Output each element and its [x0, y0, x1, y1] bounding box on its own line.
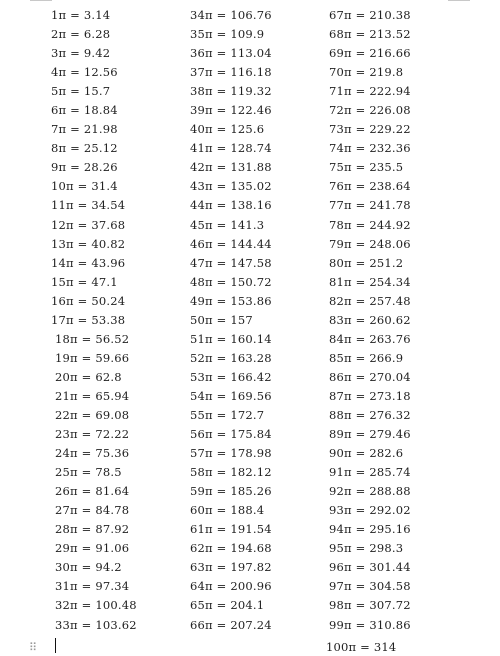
- pi-multiple-entry: 90π = 282.6: [329, 446, 404, 461]
- pi-multiple-entry: 60π = 188.4: [190, 503, 265, 518]
- pi-multiple-entry: 86π = 270.04: [329, 369, 411, 384]
- pi-multiple-entry: 37π = 116.18: [190, 65, 272, 80]
- pi-multiple-entry: 20π = 62.8: [55, 369, 122, 384]
- pi-multiple-entry: 41π = 128.74: [190, 141, 272, 156]
- pi-multiple-entry: 34π = 106.76: [190, 8, 272, 22]
- pi-multiple-entry: 92π = 288.88: [329, 484, 411, 499]
- pi-multiple-entry: 2π = 6.28: [51, 27, 111, 42]
- pi-multiple-entry: 22π = 69.08: [55, 407, 130, 422]
- pi-multiple-entry: 97π = 304.58: [329, 579, 411, 594]
- pi-multiple-entry: 69π = 216.66: [329, 46, 411, 61]
- pi-multiple-entry: 17π = 53.38: [51, 312, 126, 327]
- pi-multiple-entry: 30π = 94.2: [55, 560, 122, 575]
- pi-multiple-entry: 67π = 210.38: [329, 8, 411, 22]
- pi-multiple-entry-last: 100π = 314: [326, 640, 397, 654]
- pi-multiple-entry: 19π = 59.66: [55, 350, 130, 365]
- pi-multiple-entry: 55π = 172.7: [190, 407, 265, 422]
- pi-multiple-entry: 18π = 56.52: [55, 331, 130, 346]
- pi-multiple-entry: 26π = 81.64: [55, 484, 130, 499]
- pi-multiple-entry: 78π = 244.92: [329, 217, 411, 232]
- pi-multiple-entry: 40π = 125.6: [190, 122, 265, 137]
- pi-multiple-entry: 28π = 87.92: [55, 522, 130, 537]
- pi-multiple-entry: 73π = 229.22: [329, 122, 411, 137]
- pi-multiple-entry: 43π = 135.02: [190, 179, 272, 194]
- pi-multiple-entry: 52π = 163.28: [190, 350, 272, 365]
- pi-multiple-entry: 53π = 166.42: [190, 369, 272, 384]
- pi-multiple-entry: 65π = 204.1: [190, 598, 265, 613]
- pi-multiple-entry: 96π = 301.44: [329, 560, 411, 575]
- pi-multiple-entry: 47π = 147.58: [190, 255, 272, 270]
- pi-multiple-entry: 58π = 182.12: [190, 465, 272, 480]
- pi-multiple-entry: 91π = 285.74: [329, 465, 411, 480]
- pi-multiple-entry: 36π = 113.04: [190, 46, 272, 61]
- pi-multiple-entry: 81π = 254.34: [329, 274, 411, 289]
- pi-multiple-entry: 7π = 21.98: [51, 122, 118, 137]
- pi-multiple-entry: 83π = 260.62: [329, 312, 411, 327]
- pi-multiple-entry: 59π = 185.26: [190, 484, 272, 499]
- pi-multiple-entry: 68π = 213.52: [329, 27, 411, 42]
- pi-multiple-entry: 32π = 100.48: [55, 598, 137, 613]
- pi-multiple-entry: 15π = 47.1: [51, 274, 118, 289]
- pi-multiple-entry: 31π = 97.34: [55, 579, 130, 594]
- pi-multiple-entry: 23π = 72.22: [55, 427, 130, 442]
- pi-multiple-entry: 99π = 310.86: [329, 617, 411, 632]
- pi-multiple-entry: 38π = 119.32: [190, 84, 272, 99]
- pi-multiple-entry: 84π = 263.76: [329, 331, 411, 346]
- pi-multiples-column-3: [329, 6, 411, 635]
- pi-multiple-entry: 35π = 109.9: [190, 27, 265, 42]
- page-corner-mark-right: [448, 0, 470, 1]
- pi-multiple-entry: 85π = 266.9: [329, 350, 404, 365]
- pi-multiple-entry: 45π = 141.3: [190, 217, 265, 232]
- pi-multiple-entry: 6π = 18.84: [51, 103, 118, 118]
- pi-multiple-entry: 48π = 150.72: [190, 274, 272, 289]
- pi-multiple-entry: 93π = 292.02: [329, 503, 411, 518]
- pi-multiple-entry: 82π = 257.48: [329, 293, 411, 308]
- editor-bottom-bar: [0, 638, 500, 656]
- pi-multiple-entry: 80π = 251.2: [329, 255, 404, 270]
- pi-multiple-entry: 89π = 279.46: [329, 427, 411, 442]
- pi-multiple-entry: 88π = 276.32: [329, 407, 411, 422]
- pi-multiple-entry: 94π = 295.16: [329, 522, 411, 537]
- pi-multiple-entry: 5π = 15.7: [51, 84, 111, 99]
- pi-multiple-entry: 66π = 207.24: [190, 617, 272, 632]
- pi-multiple-entry: 9π = 28.26: [51, 160, 118, 175]
- pi-multiple-entry: 13π = 40.82: [51, 236, 126, 251]
- pi-multiple-entry: 56π = 175.84: [190, 427, 272, 442]
- pi-multiple-entry: 29π = 91.06: [55, 541, 130, 556]
- pi-multiple-entry: 75π = 235.5: [329, 160, 404, 175]
- pi-multiple-entry: 57π = 178.98: [190, 446, 272, 461]
- drag-handle-icon[interactable]: ⠿: [29, 641, 37, 654]
- pi-multiple-entry: 61π = 191.54: [190, 522, 272, 537]
- pi-multiple-entry: 16π = 50.24: [51, 293, 126, 308]
- pi-multiple-entry: 25π = 78.5: [55, 465, 122, 480]
- pi-multiple-entry: 8π = 25.12: [51, 141, 118, 156]
- pi-multiple-entry: 1π = 3.14: [51, 8, 111, 22]
- pi-multiple-entry: 54π = 169.56: [190, 388, 272, 403]
- pi-multiple-entry: 12π = 37.68: [51, 217, 126, 232]
- pi-multiple-entry: 10π = 31.4: [51, 179, 118, 194]
- pi-multiples-column-1: [51, 6, 137, 635]
- pi-multiple-entry: 79π = 248.06: [329, 236, 411, 251]
- pi-multiple-entry: 51π = 160.14: [190, 331, 272, 346]
- pi-multiple-entry: 98π = 307.72: [329, 598, 411, 613]
- pi-multiple-entry: 11π = 34.54: [51, 198, 126, 213]
- pi-multiple-entry: 87π = 273.18: [329, 388, 411, 403]
- pi-multiple-entry: 14π = 43.96: [51, 255, 126, 270]
- pi-multiple-entry: 76π = 238.64: [329, 179, 411, 194]
- pi-multiple-entry: 74π = 232.36: [329, 141, 411, 156]
- pi-multiple-entry: 24π = 75.36: [55, 446, 130, 461]
- pi-multiple-entry: 71π = 222.94: [329, 84, 411, 99]
- pi-multiple-entry: 21π = 65.94: [55, 388, 130, 403]
- pi-multiple-entry: 95π = 298.3: [329, 541, 404, 556]
- pi-multiple-entry: 27π = 84.78: [55, 503, 130, 518]
- pi-multiple-entry: 70π = 219.8: [329, 65, 404, 80]
- pi-multiple-entry: 46π = 144.44: [190, 236, 272, 251]
- page-corner-mark-left: [30, 0, 52, 1]
- text-cursor: [55, 638, 56, 653]
- pi-multiple-entry: 39π = 122.46: [190, 103, 272, 118]
- pi-multiple-entry: 4π = 12.56: [51, 65, 118, 80]
- pi-multiple-entry: 72π = 226.08: [329, 103, 411, 118]
- pi-multiple-entry: 50π = 157: [190, 312, 253, 327]
- pi-multiple-entry: 77π = 241.78: [329, 198, 411, 213]
- pi-multiple-entry: 64π = 200.96: [190, 579, 272, 594]
- pi-multiple-entry: 33π = 103.62: [55, 617, 137, 632]
- pi-multiple-entry: 62π = 194.68: [190, 541, 272, 556]
- pi-multiple-entry: 49π = 153.86: [190, 293, 272, 308]
- pi-multiples-column-2: [190, 6, 272, 635]
- pi-multiple-entry: 44π = 138.16: [190, 198, 272, 213]
- pi-multiple-entry: 42π = 131.88: [190, 160, 272, 175]
- pi-multiple-entry: 63π = 197.82: [190, 560, 272, 575]
- pi-multiple-entry: 3π = 9.42: [51, 46, 111, 61]
